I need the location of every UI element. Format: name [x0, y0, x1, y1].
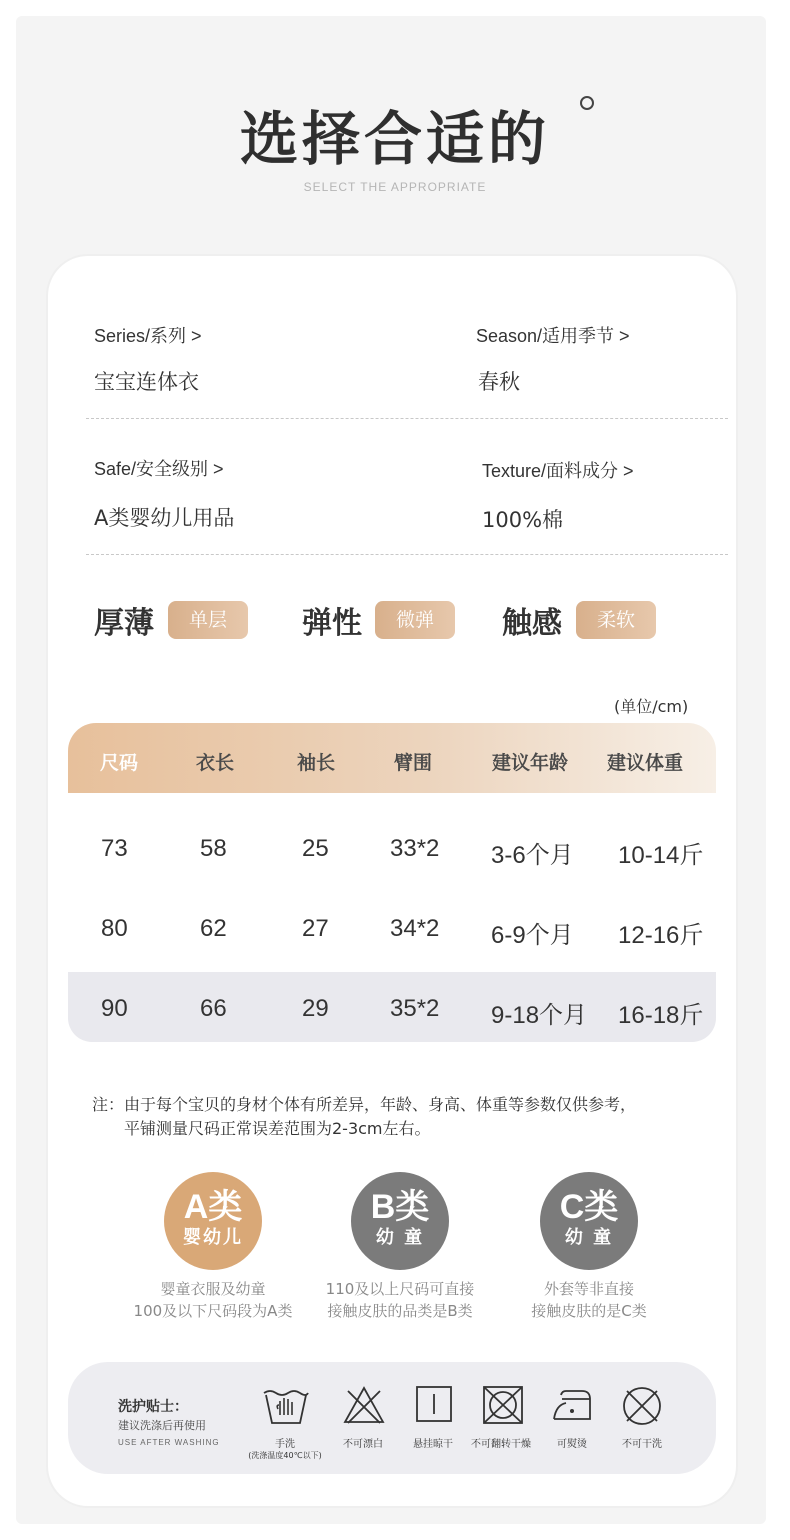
no-bleach-label: 不可漂白 — [343, 1439, 383, 1450]
table-cell: 34*2 — [390, 915, 440, 942]
grade-a-badge — [164, 1172, 262, 1270]
table-cell: 29 — [302, 995, 329, 1022]
table-cell: 66 — [200, 995, 227, 1022]
grade-a-subtitle: 婴幼儿 — [183, 1227, 243, 1248]
size-note-line1: 注：由于每个宝贝的身材个体有所差异，年龄、身高、体重等参数仅供参考， — [92, 1095, 637, 1114]
grade-b-subtitle: 幼 童 — [375, 1227, 425, 1248]
grade-c-title: C类 — [559, 1188, 619, 1226]
season-label: Season/适用季节 > — [476, 326, 630, 346]
table-cell: 9-18个月 — [491, 1002, 588, 1029]
no-tumble-dry-icon — [482, 1385, 524, 1425]
grade-c-desc-line2: 接触皮肤的是C类 — [531, 1302, 647, 1320]
table-cell: 3-6个月 — [491, 842, 574, 869]
no-dry-clean-label: 不可干洗 — [622, 1439, 662, 1450]
grade-a-desc-line2: 100及以下尺码段为A类 — [133, 1302, 293, 1320]
feature-thickness-name: 厚薄 — [94, 606, 154, 641]
grade-b-description — [300, 1278, 500, 1322]
table-cell: 35*2 — [390, 995, 440, 1022]
table-cell: 6-9个月 — [491, 922, 574, 949]
title-degree-mark — [580, 96, 594, 110]
table-cell: 25 — [302, 835, 329, 862]
grade-a-title: A类 — [183, 1188, 243, 1226]
page-subtitle: SELECT THE APPROPRIATE — [303, 180, 487, 194]
size-unit: (单位/cm) — [614, 697, 689, 716]
feature-elasticity-tag: 微弹 — [375, 601, 455, 639]
column-header-length: 衣长 — [196, 752, 235, 774]
column-header-weight: 建议体重 — [607, 752, 684, 774]
feature-thickness-tag: 单层 — [168, 601, 248, 639]
grade-b-badge — [351, 1172, 449, 1270]
hand-wash-temperature: (洗涤温度40℃以下) — [248, 1451, 322, 1460]
hang-dry-label: 悬挂晾干 — [413, 1439, 453, 1450]
no-tumble-dry-label: 不可翻转干燥 — [471, 1439, 531, 1450]
grade-c-description — [489, 1278, 689, 1322]
column-header-age: 建议年龄 — [492, 752, 569, 774]
table-cell: 73 — [101, 835, 128, 862]
hand-wash-text: 手洗 — [275, 1439, 295, 1450]
safe-label: Safe/安全级别 > — [94, 459, 224, 479]
care-title: 洗护贴士： — [118, 1399, 188, 1415]
grade-c-desc-line1: 外套等非直接 — [543, 1280, 634, 1298]
texture-label: Texture/面料成分 > — [482, 461, 634, 481]
grade-b-desc-line1: 110及以上尺码可直接 — [325, 1280, 475, 1298]
column-header-size: 尺码 — [100, 752, 139, 774]
table-cell: 27 — [302, 915, 329, 942]
hang-dry-icon — [415, 1385, 453, 1423]
table-cell: 10-14斤 — [618, 842, 704, 869]
table-cell: 33*2 — [390, 835, 440, 862]
feature-elasticity-name: 弹性 — [302, 606, 362, 641]
table-cell: 58 — [200, 835, 227, 862]
iron-label: 可熨烫 — [557, 1439, 587, 1450]
no-dry-clean-icon — [620, 1385, 664, 1427]
grade-c-subtitle: 幼 童 — [564, 1227, 614, 1248]
feature-touch-name: 触感 — [502, 606, 562, 641]
season-value: 春秋 — [478, 370, 520, 394]
no-bleach-icon — [342, 1385, 386, 1425]
table-cell: 80 — [101, 915, 128, 942]
series-value: 宝宝连体衣 — [94, 370, 199, 394]
feature-touch-tag: 柔软 — [576, 601, 656, 639]
care-english: USE AFTER WASHING — [118, 1438, 220, 1447]
care-subtitle: 建议洗涤后再使用 — [118, 1419, 206, 1432]
safe-value: A类婴幼儿用品 — [94, 506, 235, 530]
grade-a-description — [113, 1278, 313, 1322]
grade-a-desc-line1: 婴童衣服及幼童 — [160, 1280, 266, 1298]
column-header-arm: 臂围 — [394, 752, 433, 774]
table-cell: 12-16斤 — [618, 922, 704, 949]
grade-c-badge — [540, 1172, 638, 1270]
series-label: Series/系列 > — [94, 326, 202, 346]
hand-wash-label — [240, 1435, 330, 1461]
table-cell: 62 — [200, 915, 227, 942]
grade-b-title: B类 — [370, 1188, 430, 1226]
size-note-line2: 平铺测量尺码正常误差范围为2-3cm左右。 — [124, 1119, 431, 1138]
page-title: 选择合适的 — [239, 105, 550, 173]
hand-wash-icon — [260, 1385, 312, 1429]
table-cell: 16-18斤 — [618, 1002, 704, 1029]
grade-b-desc-line2: 接触皮肤的品类是B类 — [327, 1302, 473, 1320]
column-header-sleeve: 袖长 — [297, 752, 336, 774]
iron-icon — [550, 1385, 594, 1425]
table-cell: 90 — [101, 995, 128, 1022]
spec-divider — [86, 418, 728, 419]
texture-value: 100%棉 — [482, 508, 564, 532]
spec-divider — [86, 554, 728, 555]
